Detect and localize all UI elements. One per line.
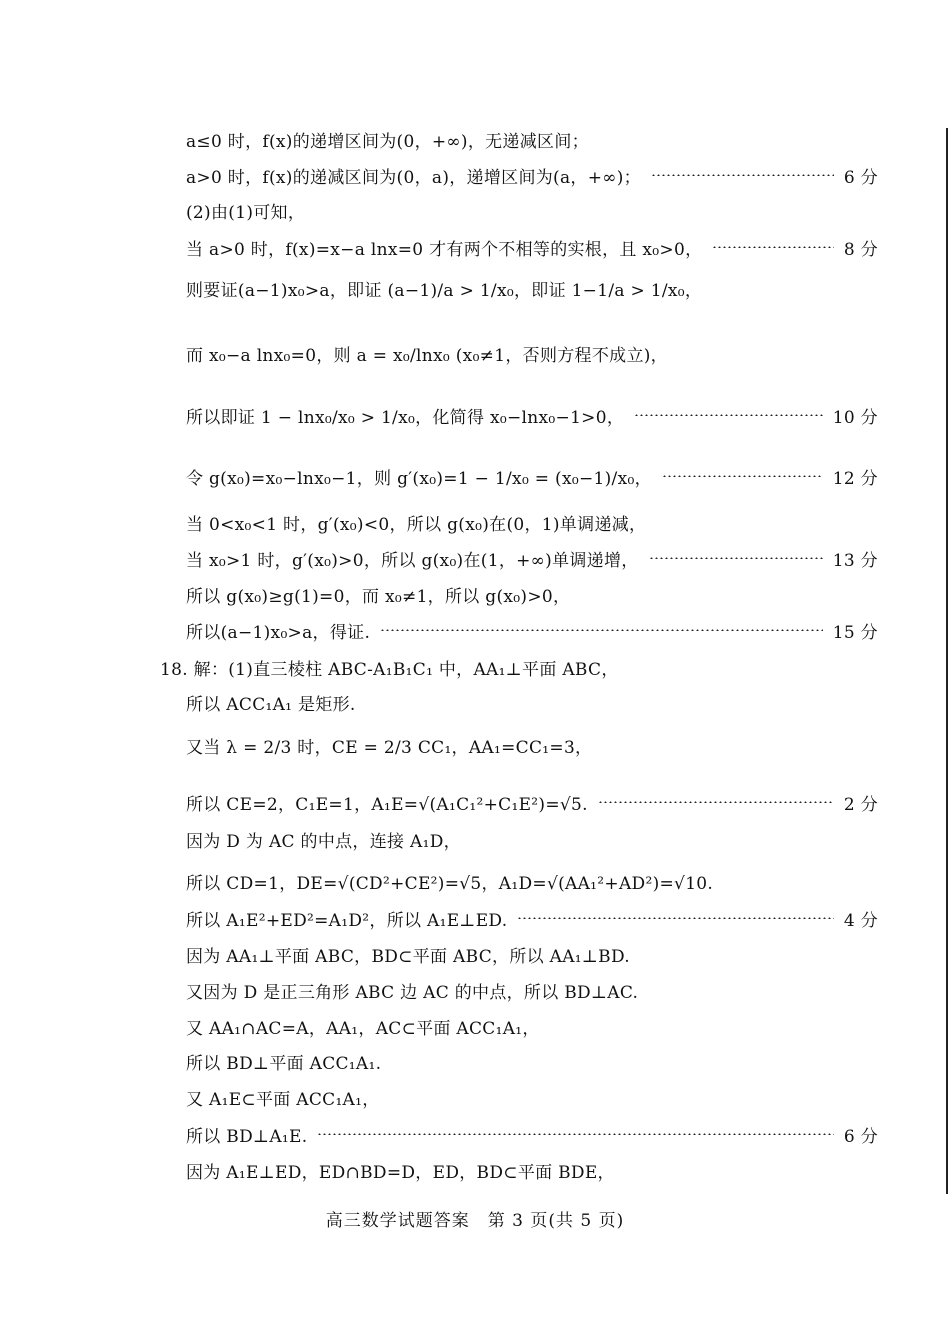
answer-line: 又 A₁E⊂平面 ACC₁A₁， [186,1089,380,1110]
answer-line: a>0 时，f(x)的递减区间为(0，a)，递增区间为(a，+∞)； 6 分 [186,160,878,190]
answer-line: 所以 CD=1，DE=√(CD²+CE²)=√5，A₁D=√(AA₁²+AD²)=√10. [186,873,714,894]
answer-line: (2)由(1)可知， [186,202,306,223]
answer-line: 则要证(a−1)x₀>a，即证 (a−1)/a > 1/x₀，即证 1−1/a > 1/x₀， [186,280,703,301]
answer-line: 所以 g(x₀)≥g(1)=0，而 x₀≠1，所以 g(x₀)>0， [186,586,571,607]
answer-line: 当 a>0 时，f(x)=x−a lnx=0 才有两个不相等的实根，且 x₀>0， 8 分 [186,232,878,262]
score-mark: 10 分 [832,407,878,428]
answer-line: 又当 λ = 2/3 时，CE = 2/3 CC₁，AA₁=CC₁=3， [186,737,593,758]
score-mark: 4 分 [843,910,878,931]
answer-line: 所以(a−1)x₀>a，得证. 15 分 [186,615,878,645]
score-mark: 13 分 [832,550,878,571]
answer-line: a≤0 时，f(x)的递增区间为(0，+∞)，无递减区间； [186,131,589,152]
answer-line: 因为 A₁E⊥ED，ED∩BD=D，ED，BD⊂平面 BDE， [186,1162,615,1183]
answer-line: 又 AA₁∩AC=A，AA₁，AC⊂平面 ACC₁A₁， [186,1018,540,1039]
answer-line: 所以即证 1 − lnx₀/x₀ > 1/x₀，化简得 x₀−lnx₀−1>0， 10 分 [186,400,878,430]
answer-line: 当 0<x₀<1 时，g′(x₀)<0，所以 g(x₀)在(0，1)单调递减， [186,514,647,535]
score-mark: 12 分 [832,468,878,489]
answer-line: 所以 CE=2，C₁E=1，A₁E=√(A₁C₁²+C₁E²)=√5. 2 分 [186,787,878,817]
answer-line: 所以 BD⊥平面 ACC₁A₁. [186,1053,382,1074]
score-mark: 15 分 [832,622,878,643]
answer-line: 又因为 D 是正三角形 ABC 边 AC 的中点，所以 BD⊥AC. [186,982,639,1003]
answer-line: 所以 A₁E²+ED²=A₁D²，所以 A₁E⊥ED. 4 分 [186,903,878,933]
answer-line: 所以 BD⊥A₁E. 6 分 [186,1119,878,1149]
score-mark: 2 分 [843,794,878,815]
answer-line: 所以 ACC₁A₁ 是矩形. [186,694,356,715]
page-footer: 高三数学试题答案 第 3 页(共 5 页) [325,1211,625,1231]
answer-line: 当 x₀>1 时，g′(x₀)>0，所以 g(x₀)在(1，+∞)单调递增， 13 分 [186,543,878,573]
answer-line: 因为 D 为 AC 的中点，连接 A₁D， [186,831,461,852]
answer-line: 因为 AA₁⊥平面 ABC，BD⊂平面 ABC，所以 AA₁⊥BD. [186,946,630,967]
answer-line: 而 x₀−a lnx₀=0，则 a = x₀/lnx₀ (x₀≠1，否则方程不成立)， [186,345,668,366]
score-mark: 8 分 [843,239,878,260]
right-margin-rule [946,128,948,1194]
answer-line: 令 g(x₀)=x₀−lnx₀−1，则 g′(x₀)=1 − 1/x₀ = (x₀−1)/x₀， 12 分 [186,461,878,491]
score-mark: 6 分 [843,167,878,188]
question-heading: 18. 解：(1)直三棱柱 ABC-A₁B₁C₁ 中，AA₁⊥平面 ABC， [160,659,619,680]
score-mark: 6 分 [843,1126,878,1147]
